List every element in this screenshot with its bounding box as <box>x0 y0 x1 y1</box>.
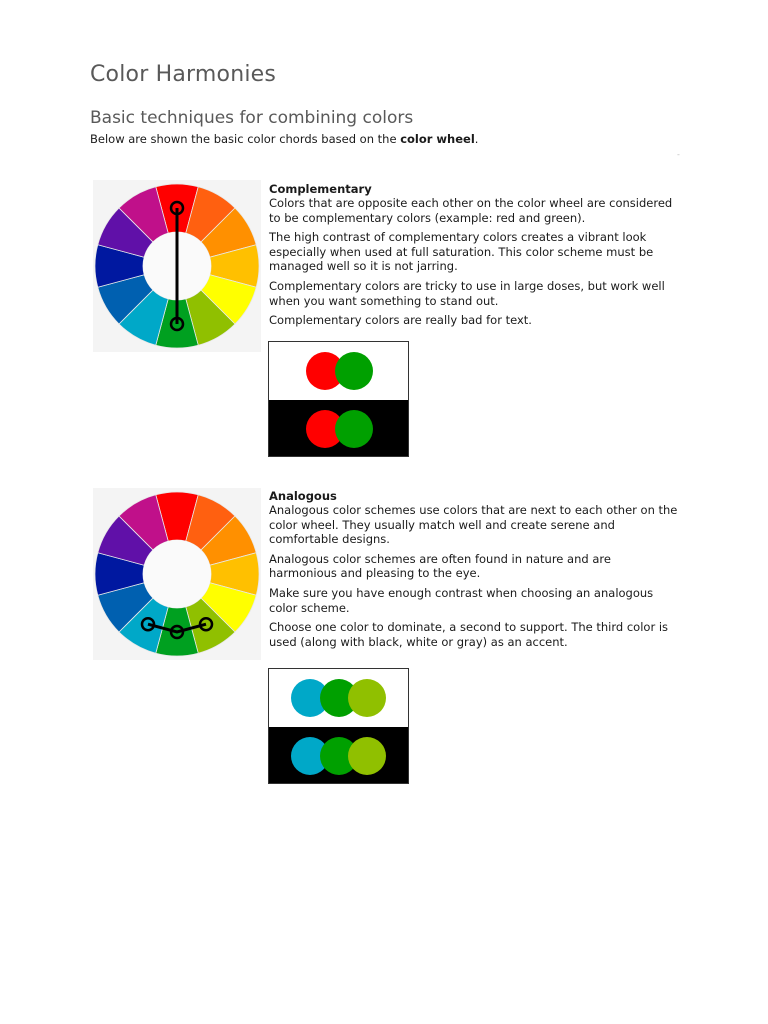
color-wheel-graphic <box>93 488 261 660</box>
analogous-paragraph: Choose one color to dominate, a second to support. The third color is used (along with black, white or gray) as an accent. <box>269 620 669 649</box>
complementary-paragraph: Colors that are opposite each other on the color wheel are considered to be complementary colors (example: red and green). <box>269 196 673 225</box>
intro-suffix: . <box>474 132 479 146</box>
wheel-center <box>143 540 211 608</box>
page-title: Color Harmonies <box>90 62 277 87</box>
color-wheel-term: color wheel <box>400 132 475 146</box>
analogous-heading: Analogous <box>269 489 337 503</box>
complementary-description <box>269 182 679 333</box>
analogous-paragraph: Make sure you have enough contrast when choosing an analogous color scheme. <box>269 585 654 615</box>
complementary-paragraph: Complementary colors are tricky to use in large doses, but work well when you want something to stand out. <box>269 278 665 308</box>
decorative-mark: - <box>677 150 680 159</box>
analogous-wheel <box>93 488 261 660</box>
swatch-circle <box>335 410 373 448</box>
swatch-on-white <box>269 669 408 727</box>
swatch-circle <box>348 737 386 775</box>
analogous-swatch-sample <box>268 668 409 784</box>
swatch-circle <box>348 679 386 717</box>
complementary-swatch-sample <box>268 341 409 457</box>
complementary-heading: Complementary <box>269 182 372 196</box>
analogous-paragraph: Analogous color schemes use colors that are next to each other on the color wheel. They usually match well and create serene and comfortable designs. <box>269 503 678 547</box>
color-wheel-graphic <box>93 180 261 352</box>
intro-text <box>90 132 478 146</box>
swatch-on-black <box>269 727 408 784</box>
intro-prefix: Below are shown the basic color chords based on the <box>90 132 401 146</box>
analogous-description <box>269 489 679 654</box>
swatch-on-black <box>269 400 408 457</box>
analogous-paragraph: Analogous color schemes are often found in nature and are harmonious and pleasing to the eye. <box>269 551 611 581</box>
complementary-paragraph: Complementary colors are really bad for text. <box>269 313 532 328</box>
page-subtitle: Basic techniques for combining colors <box>90 108 414 128</box>
complementary-paragraph: The high contrast of complementary colors creates a vibrant look especially when used at full saturation. This color scheme must be managed well so it is not jarring. <box>269 230 654 274</box>
swatch-on-white <box>269 342 408 400</box>
swatch-circle <box>335 352 373 390</box>
complementary-wheel <box>93 180 261 352</box>
